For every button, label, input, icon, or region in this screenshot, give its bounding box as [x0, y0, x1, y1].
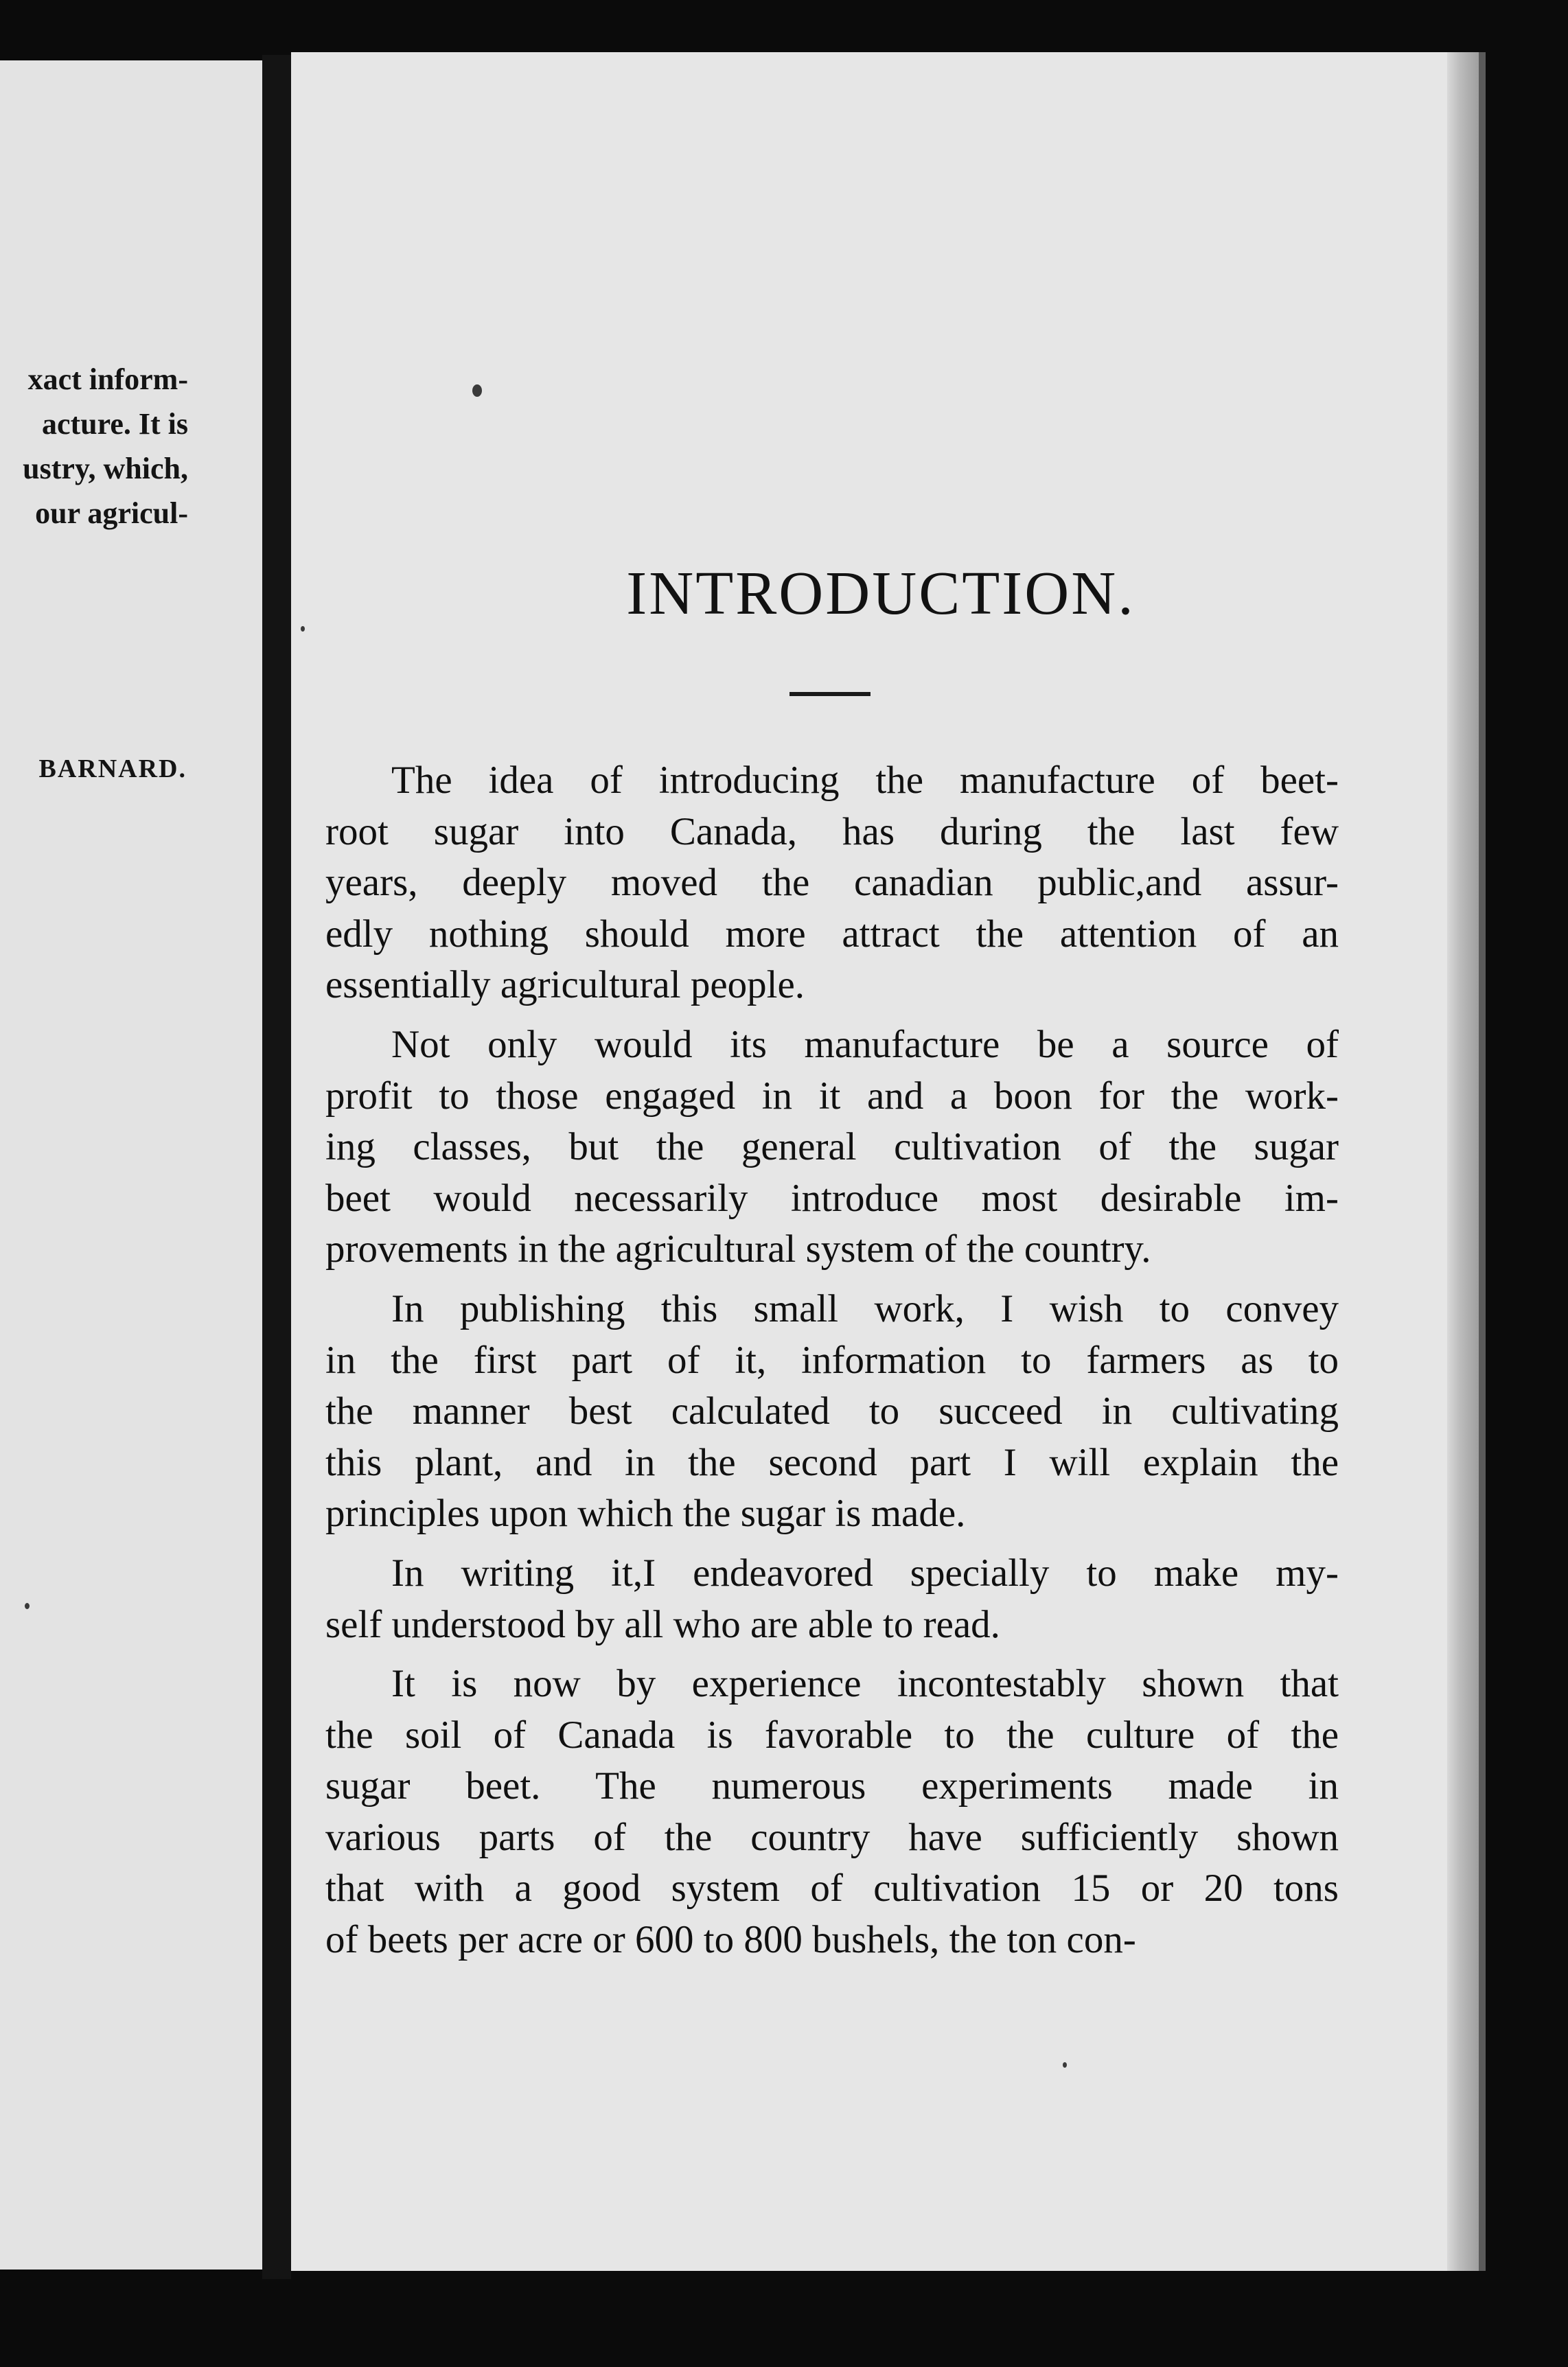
text-line: sugar beet. The numerous experiments made in	[325, 1764, 1339, 1808]
text-line: provements in the agricultural system of the country.	[325, 1227, 1151, 1271]
paragraph	[325, 1548, 1339, 1650]
facing-page-line: xact inform-	[27, 362, 188, 396]
text-line: essentially agricultural people.	[325, 963, 805, 1007]
binding-gutter	[262, 55, 291, 2279]
text-line: years, deeply moved the canadian public,and assur-	[325, 861, 1339, 905]
text-line: beet would necessarily introduce most desirable im-	[325, 1176, 1339, 1220]
text-line: principles upon which the sugar is made.	[325, 1492, 966, 1536]
ink-speck	[1063, 2062, 1067, 2068]
text-line: the manner best calculated to succeed in cultivating	[325, 1389, 1339, 1433]
ink-speck	[472, 384, 482, 397]
text-line: this plant, and in the second part I will explain the	[325, 1440, 1339, 1484]
title-rule	[789, 692, 871, 696]
text-line: edly nothing should more attract the attention of an	[325, 912, 1339, 956]
facing-page	[0, 60, 262, 2270]
text-line: root sugar into Canada, has during the last few	[325, 809, 1339, 853]
text-line: in the first part of it, information to farmers as to	[325, 1338, 1339, 1382]
text-line: ing classes, but the general cultivation of the sugar	[325, 1125, 1339, 1169]
ink-speck	[301, 626, 305, 632]
facing-page-text	[23, 357, 188, 535]
text-line: Not only would its manufacture be a source of	[391, 1022, 1339, 1066]
text-line: various parts of the country have sufficiently shown	[325, 1815, 1339, 1859]
text-line: It is now by experience incontestably shown that	[391, 1662, 1339, 1706]
text-line: The idea of introducing the manufacture of beet-	[391, 759, 1339, 802]
text-line: self understood by all who are able to read.	[325, 1602, 1000, 1646]
page-title: INTRODUCTION.	[626, 559, 1135, 627]
text-line: In writing it,I endeavored specially to make my-	[391, 1551, 1339, 1595]
paragraph	[325, 1284, 1339, 1540]
text-line: In publishing this small work, I wish to convey	[391, 1286, 1339, 1330]
text-line: of beets per acre or 600 to 800 bushels, the ton con-	[325, 1918, 1136, 1962]
text-line: that with a good system of cultivation 15 or 20 tons	[325, 1867, 1339, 1910]
text-line: profit to those engaged in it and a boon for the work-	[325, 1074, 1339, 1118]
page-edge	[1447, 52, 1479, 2271]
facing-page-line: our agricul-	[35, 496, 188, 530]
ink-speck	[25, 1603, 30, 1609]
body-text	[325, 755, 1339, 1974]
paragraph	[325, 1659, 1339, 1966]
page-edge-shadow	[1479, 52, 1486, 2271]
facing-page-signature: BARNARD.	[38, 754, 187, 783]
text-line: the soil of Canada is favorable to the culture of the	[325, 1713, 1339, 1757]
paragraph	[325, 1019, 1339, 1275]
facing-page-line: ustry, which,	[23, 452, 188, 485]
facing-page-line: acture. It is	[41, 407, 188, 441]
paragraph	[325, 755, 1339, 1011]
